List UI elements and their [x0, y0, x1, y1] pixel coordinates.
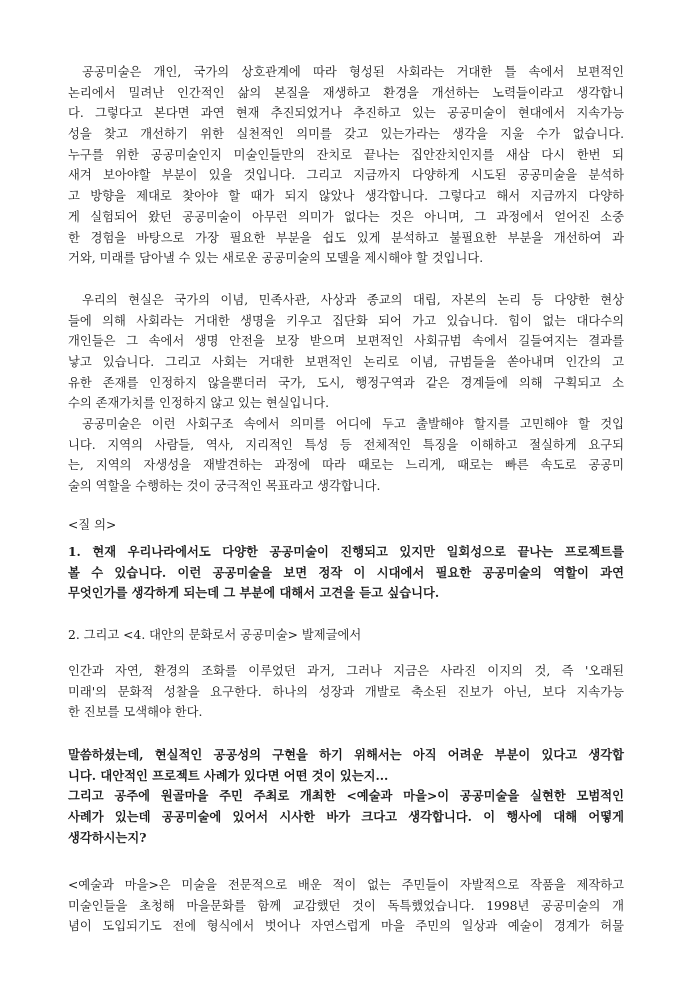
text-line: 니다. 지역의 사람들, 역사, 지리적인 특성 등 전체적인 특징을 이해하고 절실하게 요구되: [68, 437, 624, 452]
text-line: 고 방향을 제대로 찾아야 할 때가 되지 않았나 생각합니다. 그렇다고 해서 지금까지 다양하: [68, 189, 624, 204]
text-line: 우리의 현실은 국가의 이념, 민족사관, 사상과 종교의 대립, 자본의 논리 등 다양한 현상: [82, 293, 624, 307]
text-line: 생각하시는지?: [68, 829, 147, 845]
text-line: 1. 현재 우리나라에서도 다양한 공공미술이 진행되고 있지만 일회성으로 끝나는 프로젝트를: [68, 544, 624, 559]
text-line: 무엇인가를 생각하게 되는데 그 부분에 대해서 고견을 듣고 싶습니다.: [68, 585, 440, 601]
text-line: 미래'의 문화적 성찰을 요구한다. 하나의 성장과 개발로 축소된 진보가 아닌, 보다 지속가능: [68, 684, 624, 699]
text-line: 말씀하셨는데, 현실적인 공공성의 구현을 하기 위해서는 아직 어려운 부분이 있다고 생각합: [68, 747, 624, 762]
text-line: 니다. 대안적인 프로젝트 사례가 있다면 어떤 것이 있는지...: [68, 767, 389, 783]
text-line: 미술인들을 초청해 마을문화를 함께 교감했던 것이 독특했었습니다. 1998년 공공미술의 개: [68, 898, 624, 913]
text-line: 성을 찾고 개선하기 위한 실천적인 의미를 갖고 있는가라는 생각을 지울 수가 없습니다.: [68, 127, 624, 142]
text-line: 공공미술은 이런 사회구조 속에서 의미를 어디에 두고 출발해야 할지를 고민해야 할 것입: [82, 417, 624, 431]
question-2-body: [68, 745, 624, 848]
text-line: 수의 존재가치를 인정하지 않고 있는 현실입니다.: [68, 396, 330, 411]
text-line: 논리에서 밀려난 인간적인 삶의 본질을 재생하고 환경을 개선하는 노력들이라고 생각합니: [68, 85, 624, 100]
body-paragraph-3: [68, 414, 624, 497]
text-line: 새겨 보아야할 부분이 있을 것입니다. 그리고 지금까지 다양하게 시도된 공공미술을 분석하: [68, 168, 624, 183]
text-line: 다. 그렇다고 본다면 과연 현재 추진되었거나 추진하고 있는 공공미술이 현대에서 지속가능: [68, 106, 624, 121]
qa-heading: <질 의>: [68, 518, 117, 532]
body-paragraph-1: [68, 62, 624, 269]
text-line: 누구를 위한 공공미술인지 미술인들만의 잔치로 끝나는 집안잔치인지를 새삼 다시 한번 되: [68, 147, 624, 162]
text-line: 념이 도입되기도 전에 형식에서 벗어나 자연스럽게 마을 주민의 일상과 예술이 경계가 허물: [68, 919, 624, 934]
text-line: 한 진보를 모색해야 한다.: [68, 705, 203, 720]
text-line: 개인들은 그 속에서 생명 안전을 보장 받으며 보편적인 사회규범 속에서 길들여지는 결과를: [68, 334, 624, 349]
text-line: 사례가 있는데 공공미술에 있어서 시사한 바가 크다고 생각합니다. 이 행사에 대해 어떻게: [68, 809, 624, 825]
answer-paragraph: [68, 875, 624, 937]
text-line: 는, 지역의 자생성을 재발견하는 과정에 따라 때로는 느리게, 때로는 빠른 속도로 공공미: [68, 458, 624, 473]
text-line: 한 경험을 바탕으로 가장 필요한 부분을 쉽도 있게 분석하고 불필요한 부분을 개선하여 과: [68, 230, 624, 245]
text-line: 술의 역할을 수행하는 것이 궁극적인 목표라고 생각합니다.: [68, 479, 381, 494]
text-line: 공공미술은 개인, 국가의 상호관계에 따라 형성된 사회라는 거대한 틀 속에서 보편적인: [82, 65, 624, 79]
text-line: 거와, 미래를 담아낼 수 있는 새로운 공공미술의 모델을 제시해야 할 것입니다.: [68, 251, 484, 266]
text-line: 들에 의해 사회라는 거대한 생명을 키우고 집단화 되어 가고 있습니다. 힘이 없는 대다수의: [68, 313, 624, 328]
body-paragraph-2: [68, 290, 624, 414]
text-line: <예술과 마을>은 미술을 전문적으로 배운 적이 없는 주민들이 자발적으로 작품을 제작하고: [68, 878, 624, 892]
quoted-passage: [68, 661, 624, 723]
text-line: 낳고 있습니다. 그리고 사회는 거대한 보편적인 논리로 이념, 규범들을 쏟아내며 인간의 고: [68, 355, 624, 370]
question-2-intro: 2. 그리고 <4. 대안의 문화로서 공공미술> 발제글에서: [68, 628, 362, 642]
text-line: 볼 수 있습니다. 이런 공공미술을 보면 정작 이 시대에서 필요한 공공미술의 역할이 과연: [68, 564, 624, 580]
text-line: 인간과 자연, 환경의 조화를 이루었던 과거, 그러나 지금은 사라진 이지의 것, 즉 '오래된: [68, 664, 624, 678]
text-line: 유한 존재를 인정하지 않을뿐더러 국가, 도시, 행정구역과 같은 경계들에 의해 구획되고 소: [68, 375, 624, 390]
text-line: 그리고 공주에 원골마을 주민 주최로 개최한 <예술과 마을>이 공공미술을 실현한 모범적인: [68, 788, 624, 804]
text-line: 게 실험되어 왔던 공공미술이 아무런 의미가 없다는 것은 아니며, 그 과정에서 얻어진 소중: [68, 209, 624, 224]
question-1: [68, 542, 624, 604]
